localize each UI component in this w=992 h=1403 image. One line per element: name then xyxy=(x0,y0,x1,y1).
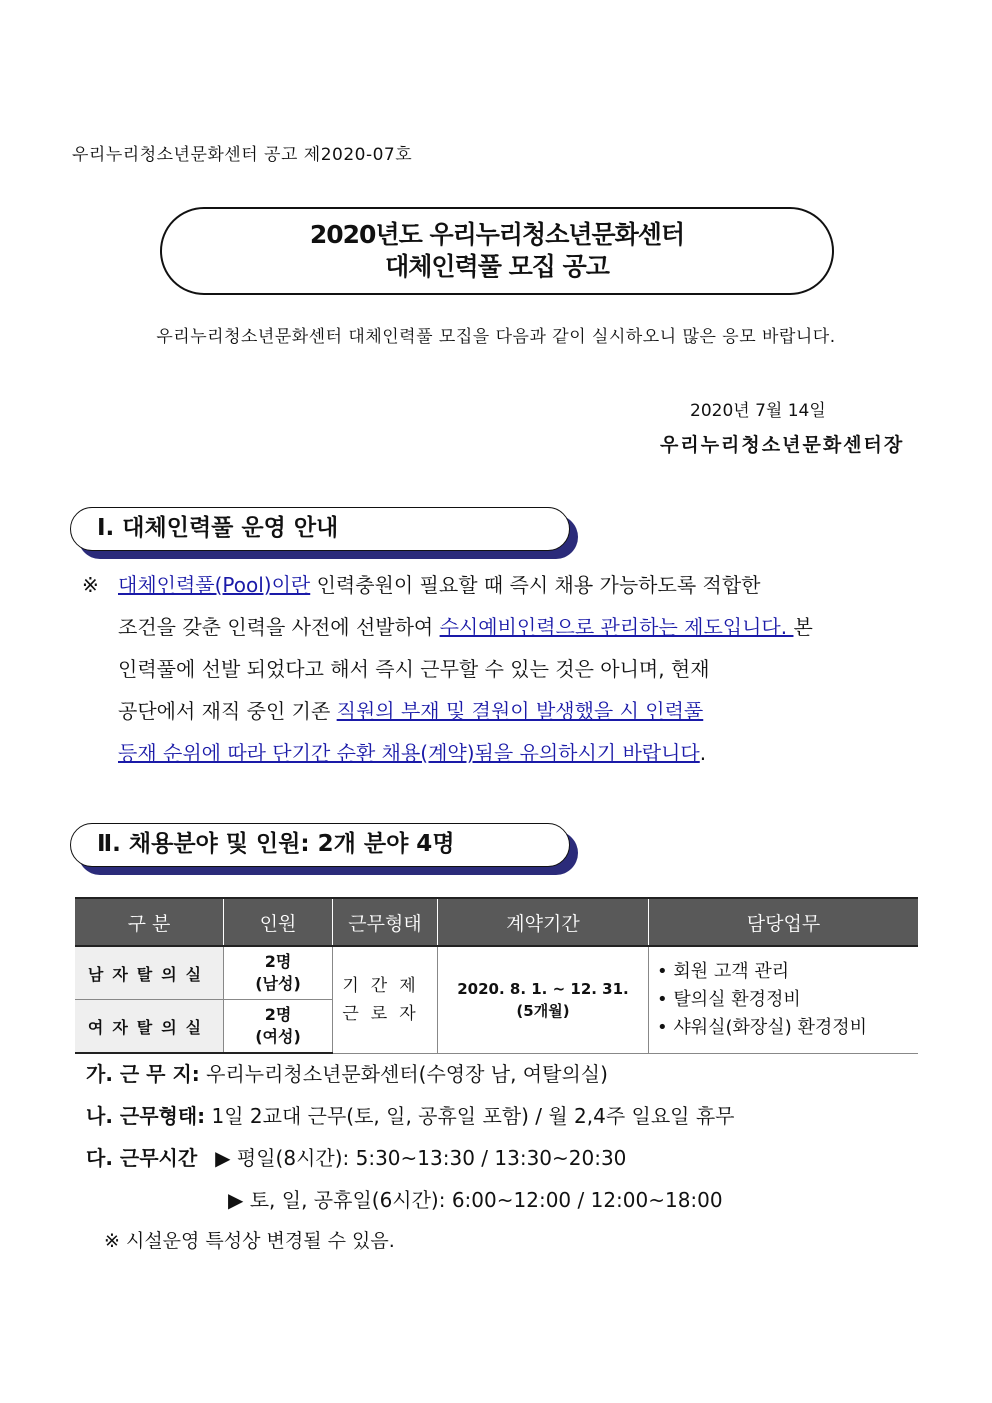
reference-mark: ※ xyxy=(82,573,99,597)
table-row xyxy=(75,946,918,1000)
footnote: ※ 시설운영 특성상 변경될 수 있음. xyxy=(104,1230,395,1252)
intro-text: 우리누리청소년문화센터 대체인력풀 모집을 다음과 같이 실시하오니 많은 응모 바랍니다. xyxy=(156,327,836,347)
section-1-body xyxy=(82,564,912,774)
duty-item: • 탈의실 환경정비 xyxy=(657,988,801,1010)
body-line-4 xyxy=(82,690,912,732)
period-months: (5개월) xyxy=(516,1001,570,1020)
count-cell xyxy=(224,946,333,1000)
title-box xyxy=(160,207,834,295)
body-text: 인력충원이 필요할 때 즉시 채용 가능하도록 적합한 xyxy=(310,573,761,597)
work-type-line-2: 근로자 xyxy=(342,1003,428,1024)
col-header-duties: 담당업무 xyxy=(649,898,919,946)
detail-label: 나. 근무형태: xyxy=(86,1104,206,1128)
body-line-5 xyxy=(82,732,912,774)
count-number: 2명 xyxy=(264,1005,292,1024)
body-line-3: 인력풀에 선발 되었다고 해서 즉시 근무할 수 있는 것은 아니며, 현재 xyxy=(118,657,710,681)
detail-value: 우리누리청소년문화센터(수영장 남, 여탈의실) xyxy=(199,1062,608,1086)
count-note: (남성) xyxy=(255,974,301,993)
count-cell xyxy=(224,1000,333,1054)
col-header-work-type: 근무형태 xyxy=(333,898,438,946)
duty-item: • 회원 고객 관리 xyxy=(657,960,790,982)
highlight-rotation: 등재 순위에 따라 단기간 순환 채용(계약)됨을 유의하시기 바랍니다 xyxy=(118,741,700,765)
count-number: 2명 xyxy=(264,952,292,971)
notice-date: 2020년 7월 14일 xyxy=(690,401,826,421)
detail-work-type xyxy=(86,1095,735,1137)
count-note: (여성) xyxy=(255,1027,301,1046)
category-cell: 남자탈의실 xyxy=(75,946,224,1000)
detail-work-hours-weekend: ▶ 토, 일, 공휴일(6시간): 6:00~12:00 / 12:00~18:00 xyxy=(228,1188,723,1212)
signer: 우리누리청소년문화센터장 xyxy=(660,434,905,456)
title-line-2: 대체인력풀 모집 공고 xyxy=(385,252,609,281)
section-1-title: Ⅰ. 대체인력풀 운영 안내 xyxy=(70,507,570,551)
detail-value: ▶ 평일(8시간): 5:30~13:30 / 13:30~20:30 xyxy=(215,1146,627,1170)
section-2-title: Ⅱ. 채용분야 및 인원: 2개 분야 4명 xyxy=(70,823,570,867)
work-type-line-1: 기간제 xyxy=(342,975,428,996)
body-line-1 xyxy=(82,564,912,606)
body-text: 본 xyxy=(793,615,813,639)
body-line-2 xyxy=(82,606,912,648)
section-1-heading xyxy=(70,507,570,551)
category-cell: 여자탈의실 xyxy=(75,1000,224,1054)
highlight-vacancy: 직원의 부재 및 결원이 발생했을 시 인력풀 xyxy=(336,699,704,723)
body-text: 공단에서 재직 중인 기존 xyxy=(118,699,337,723)
body-text: 조건을 갖춘 인력을 사전에 선발하여 xyxy=(118,615,440,639)
col-header-count: 인원 xyxy=(224,898,333,946)
positions-table xyxy=(75,897,918,1054)
col-header-period: 계약기간 xyxy=(438,898,649,946)
highlight-system: 수시예비인력으로 관리하는 제도입니다. xyxy=(439,615,794,639)
period-dates: 2020. 8. 1. ~ 12. 31. xyxy=(457,979,629,998)
table-header-row xyxy=(75,898,918,946)
section-2-heading xyxy=(70,823,570,867)
period-cell xyxy=(438,946,649,1053)
duties-cell xyxy=(649,946,919,1053)
detail-label: 가. 근 무 지: xyxy=(86,1062,200,1086)
notice-number: 우리누리청소년문화센터 공고 제2020-07호 xyxy=(72,145,413,165)
duty-item: • 샤워실(화장실) 환경정비 xyxy=(657,1016,867,1038)
detail-workplace xyxy=(86,1053,608,1095)
highlight-definition: 대체인력풀(Pool)이란 xyxy=(118,573,311,597)
detail-value: 1일 2교대 근무(토, 일, 공휴일 포함) / 월 2,4주 일요일 휴무 xyxy=(205,1104,735,1128)
col-header-category: 구 분 xyxy=(75,898,224,946)
work-type-cell xyxy=(333,946,438,1053)
body-text: . xyxy=(699,741,707,765)
title-line-1: 2020년도 우리누리청소년문화센터 xyxy=(309,220,685,249)
detail-work-hours xyxy=(86,1137,626,1179)
detail-label: 다. 근무시간 xyxy=(86,1146,198,1170)
